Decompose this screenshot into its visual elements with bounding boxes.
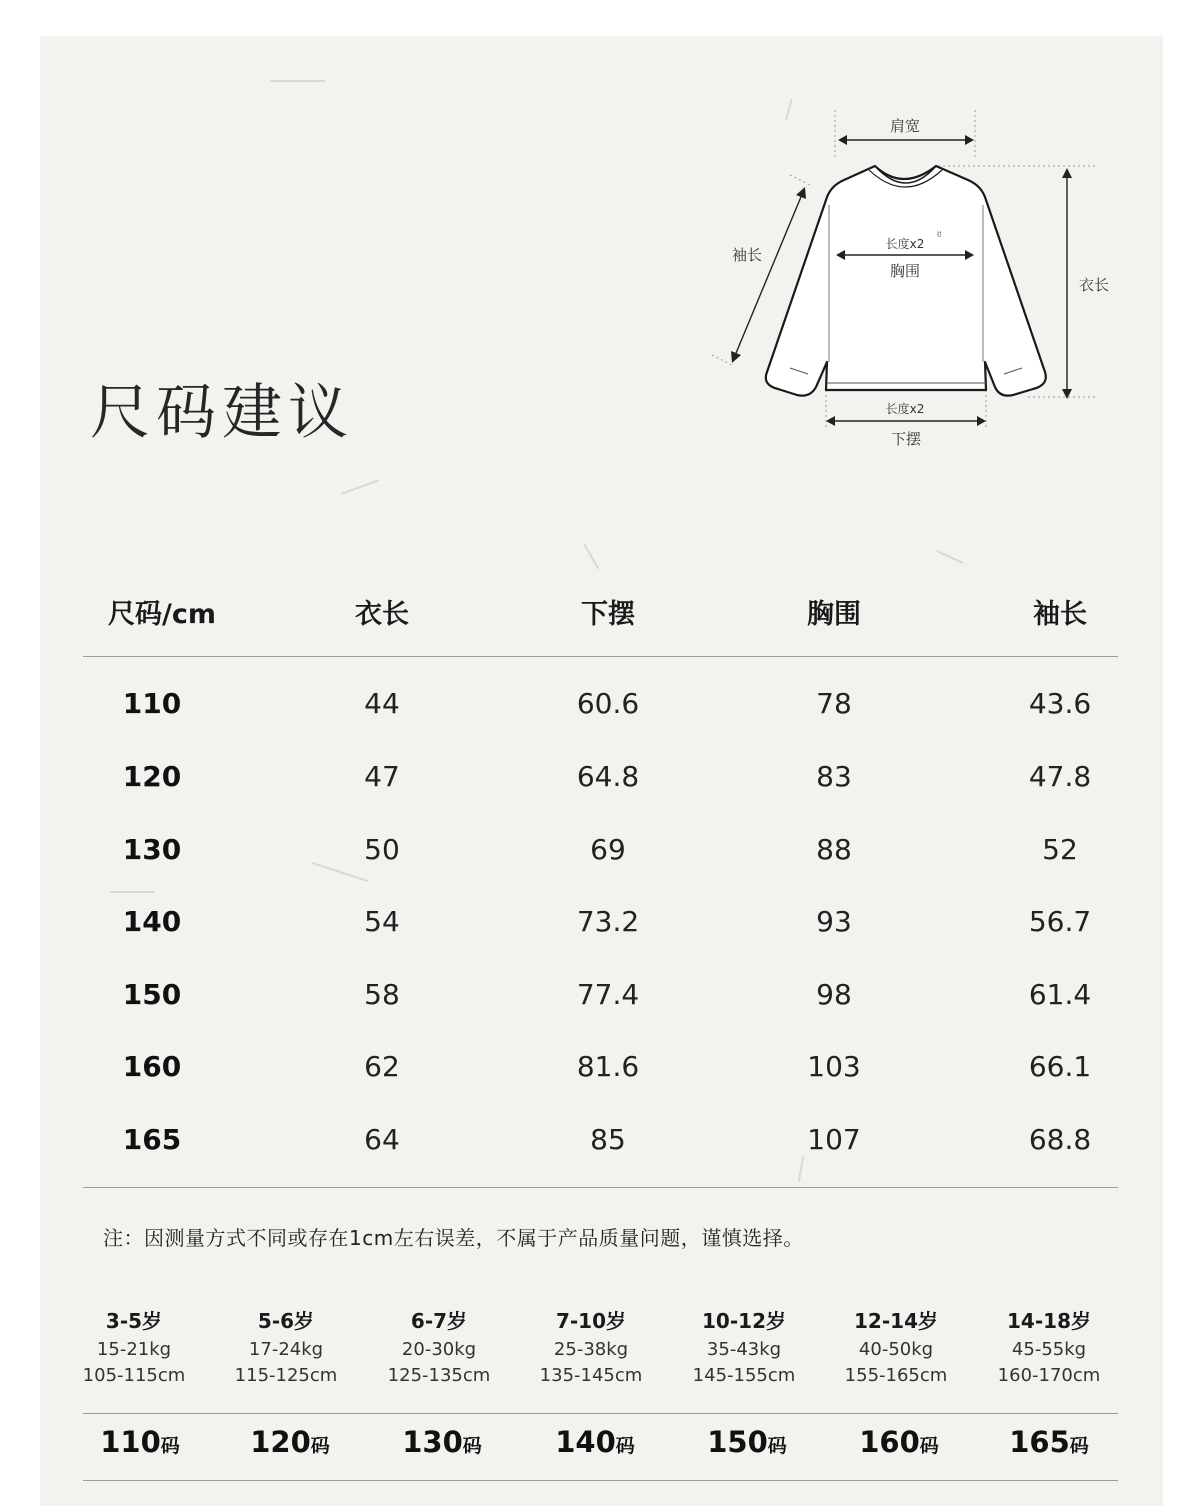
height-range: 155-165cm xyxy=(844,1365,948,1386)
cell-hem: 64.8 xyxy=(576,760,640,793)
recommended-size-row xyxy=(60,1425,1135,1475)
cell-length: 44 xyxy=(364,687,400,720)
weight-range: 40-50kg xyxy=(858,1339,934,1360)
cell-hem: 81.6 xyxy=(576,1050,640,1083)
weight-range: 45-55kg xyxy=(1011,1339,1087,1360)
cell-hem: 60.6 xyxy=(576,687,640,720)
length-label: 衣长 xyxy=(1078,276,1110,294)
age-label: 6-7岁 xyxy=(410,1309,468,1333)
recommended-size xyxy=(250,1425,330,1459)
cell-size: 160 xyxy=(122,1050,182,1083)
age-label: 7-10岁 xyxy=(555,1309,627,1333)
weight-range: 35-43kg xyxy=(706,1339,782,1360)
age-size-guide xyxy=(60,1305,1135,1405)
recommended-size xyxy=(859,1425,939,1459)
cell-sleeve: 43.6 xyxy=(1028,687,1092,720)
weight-range: 15-21kg xyxy=(96,1339,172,1360)
cell-chest: 107 xyxy=(807,1123,861,1156)
age-column xyxy=(974,1305,1124,1389)
cell-sleeve: 68.8 xyxy=(1028,1123,1092,1156)
recommended-size xyxy=(402,1425,482,1459)
age-column xyxy=(821,1305,971,1389)
measurement-note: 注：因测量方式不同或存在1cm左右误差，不属于产品质量问题，谨慎选择。 xyxy=(103,1226,804,1250)
cell-chest: 88 xyxy=(816,833,852,866)
cell-size: 120 xyxy=(122,760,182,793)
size-unit: 码 xyxy=(310,1435,330,1457)
column-header-length: 衣长 xyxy=(355,599,409,630)
size-unit: 码 xyxy=(919,1435,939,1457)
size-number: 130 xyxy=(402,1425,463,1459)
cell-length: 62 xyxy=(364,1050,400,1083)
height-range: 160-170cm xyxy=(997,1365,1101,1386)
table-header xyxy=(83,580,1118,657)
cell-chest: 103 xyxy=(807,1050,861,1083)
paper-fiber xyxy=(936,550,964,564)
divider xyxy=(83,1480,1118,1481)
cell-length: 50 xyxy=(364,833,400,866)
age-column xyxy=(211,1305,361,1389)
size-number: 165 xyxy=(1009,1425,1070,1459)
column-header-chest: 胸围 xyxy=(807,599,861,630)
chest-note: 长度x2 xyxy=(885,237,925,251)
cell-size: 110 xyxy=(122,687,182,720)
table-row xyxy=(83,760,1118,832)
age-label: 12-14岁 xyxy=(854,1309,938,1333)
height-range: 115-125cm xyxy=(234,1365,338,1386)
page-title: 尺码建议 xyxy=(90,378,354,448)
cell-chest: 83 xyxy=(816,760,852,793)
height-range: 135-145cm xyxy=(539,1365,643,1386)
hem-label: 下摆 xyxy=(890,430,922,448)
age-column xyxy=(59,1305,209,1389)
table-row xyxy=(83,687,1118,759)
size-number: 140 xyxy=(555,1425,616,1459)
cell-sleeve: 66.1 xyxy=(1028,1050,1092,1083)
size-unit: 码 xyxy=(160,1435,180,1457)
age-column xyxy=(516,1305,666,1389)
size-table xyxy=(83,580,1118,1188)
size-unit: 码 xyxy=(1069,1435,1089,1457)
cell-chest: 98 xyxy=(816,978,852,1011)
weight-range: 20-30kg xyxy=(401,1339,477,1360)
recommended-size xyxy=(1009,1425,1089,1459)
cell-size: 130 xyxy=(122,833,182,866)
paper-fiber xyxy=(341,479,379,495)
age-label: 14-18岁 xyxy=(1007,1309,1091,1333)
cell-hem: 85 xyxy=(590,1123,626,1156)
age-label: 10-12岁 xyxy=(702,1309,786,1333)
size-unit: 码 xyxy=(462,1435,482,1457)
table-row xyxy=(83,1123,1118,1195)
age-label: 3-5岁 xyxy=(105,1309,163,1333)
recommended-size xyxy=(555,1425,635,1459)
cell-chest: 78 xyxy=(816,687,852,720)
size-unit: 码 xyxy=(615,1435,635,1457)
age-column xyxy=(364,1305,514,1389)
cell-length: 54 xyxy=(364,905,400,938)
shoulder-label: 肩宽 xyxy=(889,117,921,135)
cell-sleeve: 61.4 xyxy=(1028,978,1092,1011)
svg-text:ꀀ: ꀀ xyxy=(936,231,942,239)
column-header-size: 尺码/cm xyxy=(108,599,216,630)
height-range: 125-135cm xyxy=(387,1365,491,1386)
height-range: 105-115cm xyxy=(82,1365,186,1386)
sweatshirt-outline-icon xyxy=(700,100,1140,460)
divider xyxy=(83,1413,1118,1414)
garment-measurement-diagram xyxy=(700,100,1140,460)
cell-hem: 73.2 xyxy=(576,905,640,938)
sleeve-label: 袖长 xyxy=(731,246,763,264)
size-number: 150 xyxy=(707,1425,768,1459)
cell-hem: 77.4 xyxy=(576,978,640,1011)
table-row xyxy=(83,978,1118,1050)
hem-note: 长度x2 xyxy=(885,402,925,416)
table-body xyxy=(83,657,1118,1188)
weight-range: 17-24kg xyxy=(248,1339,324,1360)
cell-size: 165 xyxy=(122,1123,182,1156)
chest-label: 胸围 xyxy=(889,262,921,280)
cell-length: 58 xyxy=(364,978,400,1011)
table-row xyxy=(83,905,1118,977)
cell-sleeve: 52 xyxy=(1042,833,1078,866)
size-number: 110 xyxy=(100,1425,161,1459)
height-range: 145-155cm xyxy=(692,1365,796,1386)
size-number: 160 xyxy=(859,1425,920,1459)
table-row xyxy=(83,833,1118,905)
cell-chest: 93 xyxy=(816,905,852,938)
weight-range: 25-38kg xyxy=(553,1339,629,1360)
age-label: 5-6岁 xyxy=(257,1309,315,1333)
cell-hem: 69 xyxy=(590,833,626,866)
paper-fiber xyxy=(270,80,325,82)
size-number: 120 xyxy=(250,1425,311,1459)
size-unit: 码 xyxy=(767,1435,787,1457)
paper-fiber xyxy=(583,543,600,570)
recommended-size xyxy=(707,1425,787,1459)
column-header-sleeve: 袖长 xyxy=(1033,599,1087,630)
recommended-size xyxy=(100,1425,180,1459)
cell-sleeve: 56.7 xyxy=(1028,905,1092,938)
cell-size: 150 xyxy=(122,978,182,1011)
column-header-hem: 下摆 xyxy=(581,599,635,630)
cell-length: 47 xyxy=(364,760,400,793)
cell-length: 64 xyxy=(364,1123,400,1156)
table-row xyxy=(83,1050,1118,1122)
cell-size: 140 xyxy=(122,905,182,938)
cell-sleeve: 47.8 xyxy=(1028,760,1092,793)
age-column xyxy=(669,1305,819,1389)
